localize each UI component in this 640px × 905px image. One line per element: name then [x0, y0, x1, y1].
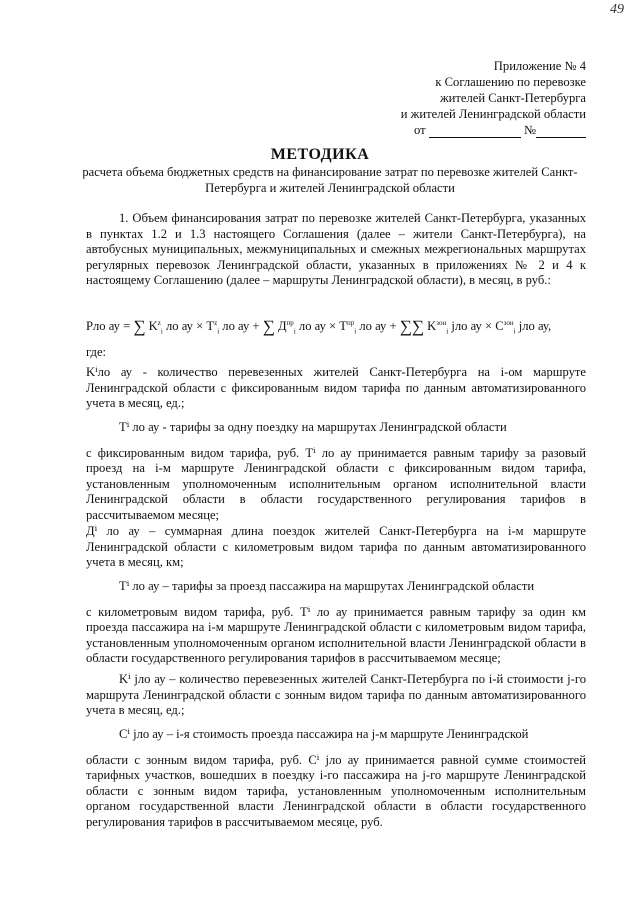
definition-6-head: Cⁱ jло ау – i-я стоимость проезда пассажира на j-м маршруте Ленинградской: [119, 727, 529, 741]
definition-1: [86, 365, 586, 412]
from-label: от: [414, 123, 426, 137]
formula-lhs: Рло ау =: [86, 319, 131, 334]
document-title: МЕТОДИКА: [270, 146, 370, 163]
intro-paragraph: [86, 211, 586, 289]
formula-term1-end: ло ау +: [222, 319, 260, 334]
appendix-line-4: и жителей Ленинградской области: [400, 107, 586, 121]
definition-5: [86, 672, 586, 719]
definition-5-text: Kⁱ jло ау – количество перевезенных жителей Санкт-Петербурга по i-й стоимости j-го маршрута Ленинградской области с зонным видом тарифа по данным автоматизированного учета в месяц, ед.;: [86, 672, 586, 717]
definition-1-text: Kⁱло ау - количество перевезенных жителей Санкт-Петербурга на i-ом маршруте Ленинградской области с фиксированным видом тарифа по данным автоматизированного учета в месяц, ед.;: [86, 365, 586, 410]
sum-sign: ∑: [133, 317, 146, 337]
sup: зон: [503, 319, 514, 327]
formula: [86, 316, 591, 340]
document-subtitle: расчета объема бюджетных средств на финансирование затрат по перевозке жителей Санкт-Петербурга и жителей Ленинградской области: [82, 165, 578, 195]
sup: пр: [347, 319, 355, 327]
formula-k: K: [148, 319, 158, 334]
intro-text: 1. Объем финансирования затрат по перевозке жителей Санкт-Петербурга, указанных в пунктах 1.2 и 1.3 настоящего Соглашения (далее – жители Санкт-Петербурга), на автобусных муниципальных, межмуниципальных и смежных межрегиональных маршрутах регулярных перевозок Ленинградской области, указанных в приложениях № 2 и 4 к настоящему Соглашению (далее – маршруты Ленинградской области), в месяц, в руб.:: [86, 211, 586, 287]
appendix-line-1: Приложение № 4: [493, 59, 586, 73]
number-label: №: [523, 123, 536, 137]
appendix-header: [401, 58, 586, 138]
definition-6-body: области с зонным видом тарифа, руб. Cⁱ jло ау принимается равной сумме стоимостей тарифных участков, вошедших в поездку i-го пассажира на j-го маршруте Ленинградской области с зонным видом тарифа, установленным уполномоченным исполнительным органом государственной власти Ленинградской области в области государственного регулирования тарифов в рассчитываемом месяце, руб.: [86, 752, 586, 829]
sum-sign: ∑∑: [399, 317, 424, 337]
formula-term2: ло ау × T: [298, 319, 347, 334]
where-label: где:: [86, 345, 107, 359]
definition-3-text: Дⁱ ло ау – суммарная длина поездок жителей Санкт-Петербурга на i-м маршруте Ленинградской области с километровым видом тарифа по данным автоматизированного учета в месяц, км;: [86, 524, 586, 569]
definition-4: [86, 579, 586, 667]
definition-2: [86, 420, 586, 523]
formula-term3-end: jло ау,: [518, 319, 552, 334]
formula-term2-end: ло ау +: [359, 319, 397, 334]
sup: z: [157, 319, 161, 327]
definition-3: [86, 524, 586, 571]
formula-term3: jло ау × C: [451, 319, 504, 334]
sub: i: [354, 327, 357, 336]
definition-4-body: с километровым видом тарифа, руб. Tⁱ ло ау принимается равным тарифу за один км проезда пассажира на i-м маршруте Ленинградской области с километровым видом тарифа, установленным уполномоченным органом исполнительной власти Ленинградской области в области государственного регулирования тарифов в рассчитываемом месяце;: [86, 604, 586, 665]
date-blank: [429, 125, 521, 138]
sup: зон: [436, 319, 447, 327]
sub: i: [513, 327, 516, 336]
formula-term1: ло ау × T: [166, 319, 215, 334]
appendix-date-line: [401, 122, 586, 138]
sup: пр: [286, 319, 294, 327]
sub: i: [293, 327, 296, 336]
page-number: 49: [610, 2, 624, 17]
formula-d: Д: [277, 319, 287, 334]
number-blank: [536, 125, 586, 138]
definition-2-head: Tⁱ ло ау - тарифы за одну поездку на маршрутах Ленинградской области: [119, 420, 507, 434]
sub: i: [160, 327, 163, 336]
formula-k2: K: [427, 319, 437, 334]
sub: i: [217, 327, 220, 336]
definition-4-head: Tⁱ ло ау – тарифы за проезд пассажира на маршрутах Ленинградской области: [119, 579, 535, 593]
appendix-line-3: жителей Санкт-Петербурга: [439, 91, 586, 105]
sum-sign: ∑: [262, 317, 275, 337]
sub: i: [446, 327, 449, 336]
definition-6: [86, 727, 586, 830]
appendix-line-2: к Соглашению по перевозке: [435, 75, 586, 89]
definition-2-body: с фиксированным видом тарифа, руб. Tⁱ ло ау принимается равным тарифу за разовый проезд на i-м маршруте Ленинградской области с фиксированным видом тарифа, установленным уполномоченным исполнительным органом исполнительной власти Ленинградской области в области государственного регулирования тарифов в рассчитываемом месяце;: [86, 445, 586, 522]
sup: z: [214, 319, 218, 327]
